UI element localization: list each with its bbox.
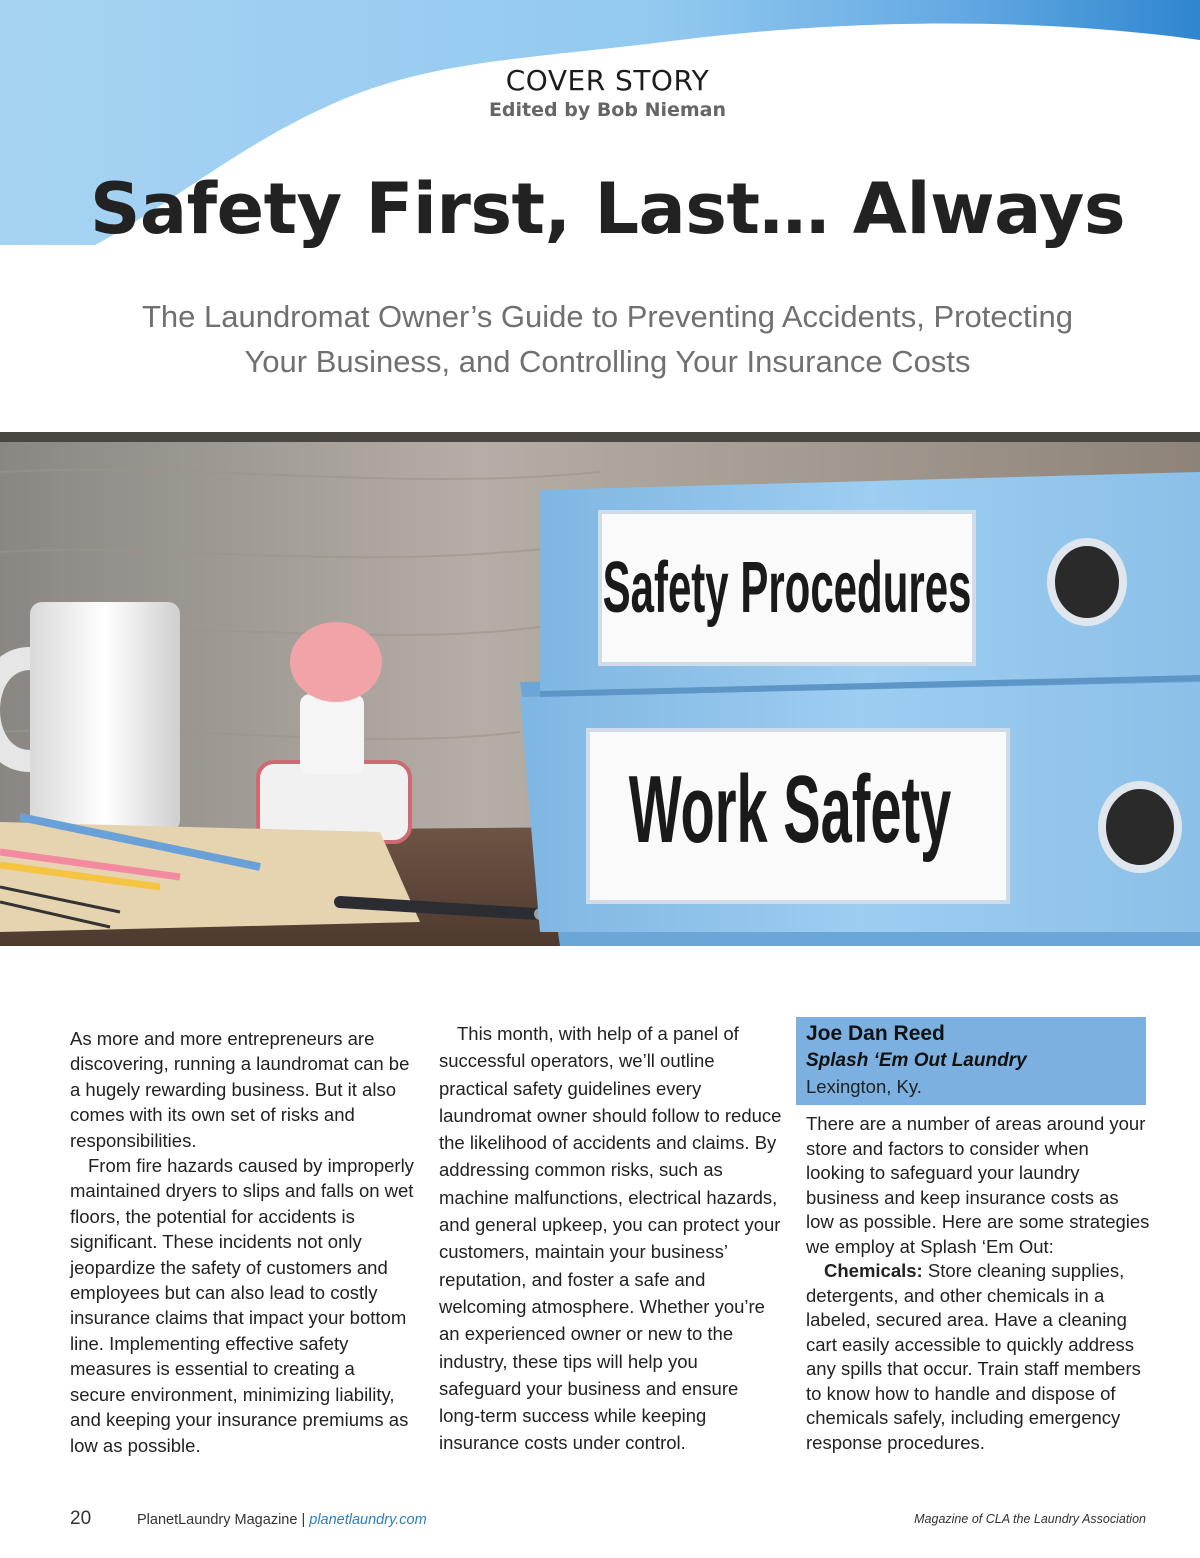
body-paragraph: This month, with help of a panel of successful operators, we’ll outline practical safety guidelines every laundromat owner should follow to reduce the likelihood of accidents and claims. By addressing common risks, such as machine malfunctions, electrical hazards, and general upkeep, you can protect your customers, maintain your business’ reputation, and foster a safe and welcoming atmosphere. Whether you’re an experienced owner or new to the industry, these tips will help you safeguard your business and ensure long-term success while keeping insurance costs under control. [439, 1023, 782, 1454]
sidebar-intro-paragraph: There are a number of areas around your store and factors to consider when looking to safeguard your laundry business and keep insurance costs as low as possible. Here are some strategies we employ at Splash ‘Em Out: [806, 1113, 1150, 1257]
editor-credit: Edited by Bob Nieman [488, 99, 727, 121]
publication-footer [137, 1512, 427, 1528]
hero-photo [0, 432, 1200, 946]
association-footer: Magazine of CLA the Laundry Association [914, 1512, 1146, 1526]
website-link[interactable]: planetlaundry.com [309, 1512, 427, 1528]
operator-location: Lexington, Ky. [806, 1076, 922, 1097]
operator-profile-box [796, 1017, 1146, 1105]
chemicals-paragraph [806, 1259, 1151, 1455]
subtitle-line-2: Your Business, and Controlling Your Insurance Costs [244, 344, 971, 379]
operator-name: Joe Dan Reed [806, 1022, 945, 1045]
chemicals-label: Chemicals: [824, 1260, 923, 1281]
section-kicker: COVER STORY [505, 64, 710, 97]
binder-label-bottom: Work Safety [628, 755, 952, 863]
body-column-3 [806, 1112, 1151, 1455]
publication-name: PlanetLaundry Magazine [137, 1512, 298, 1528]
body-paragraph: As more and more entrepreneurs are discovering, running a laundromat can be a hugely rewarding business. But it also comes with its own set of risks and responsibilities. [70, 1028, 410, 1151]
footer-separator: | [301, 1512, 306, 1528]
binder-label-top: Safety Procedures [602, 548, 972, 628]
operator-business: Splash ‘Em Out Laundry [806, 1050, 1027, 1071]
body-column-2 [439, 1020, 784, 1457]
article-title: Safety First, Last… Always [89, 168, 1126, 250]
article-subtitle [0, 294, 1200, 384]
body-paragraph: From fire hazards caused by improperly maintained dryers to slips and falls on wet floors, the potential for accidents is significant. These incidents not only jeopardize the safety of customers and employees but can also lead to costly insurance claims that impact your bottom line. Implementing effective safety measures is essential to creating a secure environment, minimizing liability, and keeping your insurance premiums as low as possible. [70, 1155, 414, 1456]
page-number: 20 [70, 1508, 92, 1529]
body-column-1 [70, 1026, 415, 1458]
chemicals-text: Store cleaning supplies, detergents, and other chemicals in a labeled, secured area. Have a cleaning cart easily accessible to quickly address any spills that occur. Train staff members to know how to handle and dispose of chemicals safely, including emergency response procedures. [806, 1260, 1141, 1453]
subtitle-line-1: The Laundromat Owner’s Guide to Preventing Accidents, Protecting [141, 299, 1074, 334]
